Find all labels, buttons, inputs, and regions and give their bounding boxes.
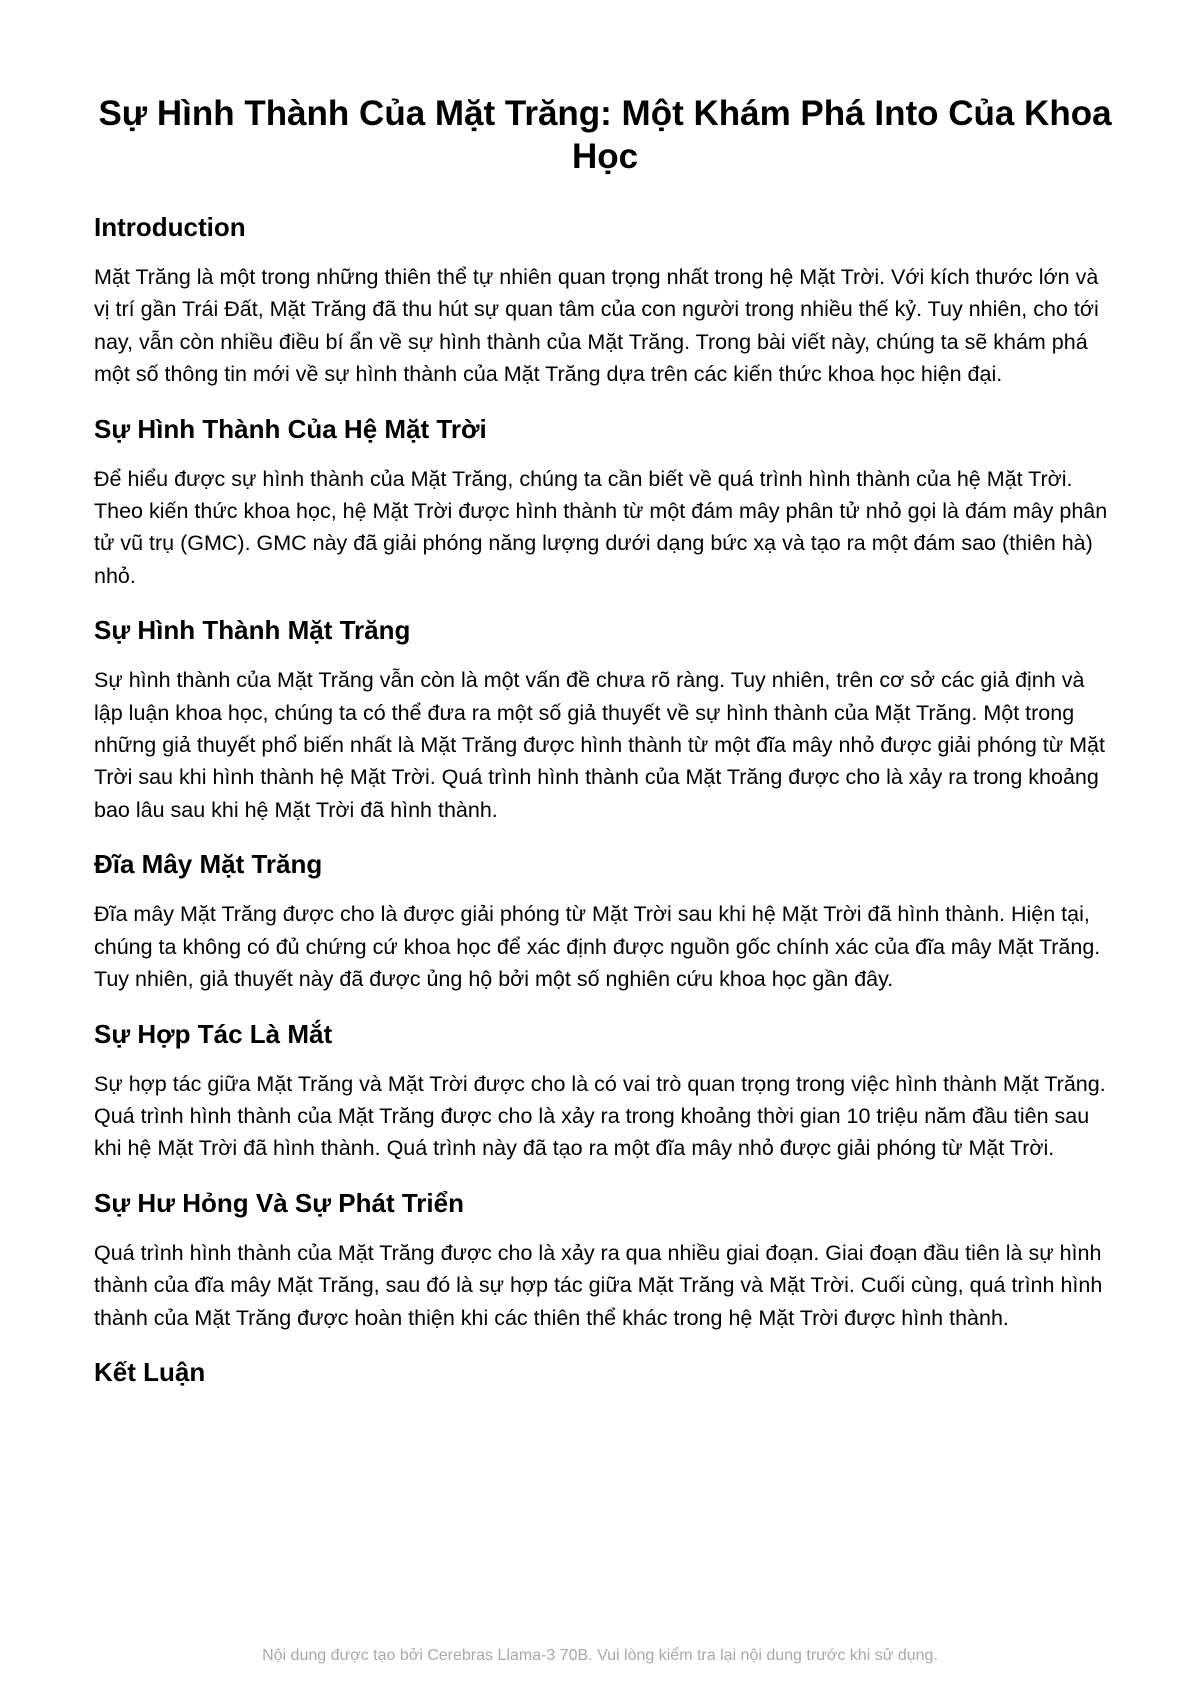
document-title: Sự Hình Thành Của Mặt Trăng: Một Khám Phá Into Của Khoa Học bbox=[98, 94, 1112, 176]
section-heading: Sự Hình Thành Của Hệ Mặt Trời bbox=[94, 413, 487, 444]
section-paragraph: Sự hình thành của Mặt Trăng vẫn còn là một vấn đề chưa rõ ràng. Tuy nhiên, trên cơ sở các giả định và lập luận khoa học, chúng ta có thể đưa ra một số giả thuyết về sự hình thành của Mặt Trăng. Một trong những giả thuyết phổ biến nhất là Mặt Trăng được hình thành từ một đĩa mây nhỏ được giải phóng từ Mặt Trời sau khi hình thành hệ Mặt Trời. Quá trình hình thành của Mặt Trăng được cho là xảy ra trong khoảng bao lâu sau khi hệ Mặt Trời đã hình thành. bbox=[94, 668, 1105, 822]
section-cooperation bbox=[94, 1018, 1116, 1165]
section-heading: Đĩa Mây Mặt Trăng bbox=[94, 849, 323, 880]
footer-disclaimer: Nội dung được tạo bởi Cerebras Llama-3 70B. Vui lòng kiểm tra lại nội dung trước khi sử dụng. bbox=[262, 1647, 938, 1664]
section-paragraph: Đĩa mây Mặt Trăng được cho là được giải phóng từ Mặt Trời sau khi hệ Mặt Trời đã hình thành. Hiện tại, chúng ta không có đủ chứng cứ khoa học để xác định được nguồn gốc chính xác của đĩa mây Mặt Trăng. Tuy nhiên, giả thuyết này đã được ủng hộ bởi một số nghiên cứu khoa học gần đây. bbox=[94, 902, 1101, 992]
section-moon-disk bbox=[94, 848, 1116, 995]
section-decay-and-development bbox=[94, 1187, 1116, 1334]
section-paragraph: Mặt Trăng là một trong những thiên thể tự nhiên quan trọng nhất trong hệ Mặt Trời. Với kích thước lớn và vị trí gần Trái Đất, Mặt Trăng đã thu hút sự quan tâm của con người trong nhiều thế kỷ. Tuy nhiên, cho tới nay, vẫn còn nhiều điều bí ẩn về sự hình thành của Mặt Trăng. Trong bài viết này, chúng ta sẽ khám phá một số thông tin mới về sự hình thành của Mặt Trăng dựa trên các kiến thức khoa học hiện đại. bbox=[94, 265, 1099, 387]
section-paragraph: Quá trình hình thành của Mặt Trăng được cho là xảy ra qua nhiều giai đoạn. Giai đoạn đầu tiên là sự hình thành của đĩa mây Mặt Trăng, sau đó là sự hợp tác giữa Mặt Trăng và Mặt Trời. Cuối cùng, quá trình hình thành của Mặt Trăng được hoàn thiện khi các thiên thể khác trong hệ Mặt Trời được hình thành. bbox=[94, 1240, 1103, 1330]
section-introduction bbox=[94, 211, 1116, 391]
document-page bbox=[94, 92, 1116, 1406]
section-heading: Sự Hư Hỏng Và Sự Phát Triển bbox=[94, 1187, 464, 1218]
section-paragraph: Để hiểu được sự hình thành của Mặt Trăng, chúng ta cần biết về quá trình hình thành của hệ Mặt Trời. Theo kiến thức khoa học, hệ Mặt Trời được hình thành từ một đám mây phân tử nhỏ gọi là đám mây phân tử vũ trụ (GMC). GMC này đã giải phóng năng lượng dưới dạng bức xạ và tạo ra một đám sao (thiên hà) nhỏ. bbox=[94, 466, 1108, 588]
section-paragraph: Sự hợp tác giữa Mặt Trăng và Mặt Trời được cho là có vai trò quan trọng trong việc hình thành Mặt Trăng. Quá trình hình thành của Mặt Trăng được cho là xảy ra trong khoảng thời gian 10 triệu năm đầu tiên sau khi hệ Mặt Trời đã hình thành. Quá trình này đã tạo ra một đĩa mây nhỏ được giải phóng từ Mặt Trời. bbox=[94, 1071, 1106, 1161]
section-heading: Sự Hình Thành Mặt Trăng bbox=[94, 615, 411, 646]
section-solar-system-formation bbox=[94, 413, 1116, 593]
section-heading: Sự Hợp Tác Là Mắt bbox=[94, 1018, 333, 1049]
section-heading: Kết Luận bbox=[94, 1356, 206, 1387]
section-moon-formation bbox=[94, 614, 1116, 826]
section-heading: Introduction bbox=[94, 212, 246, 242]
section-conclusion bbox=[94, 1356, 1116, 1388]
